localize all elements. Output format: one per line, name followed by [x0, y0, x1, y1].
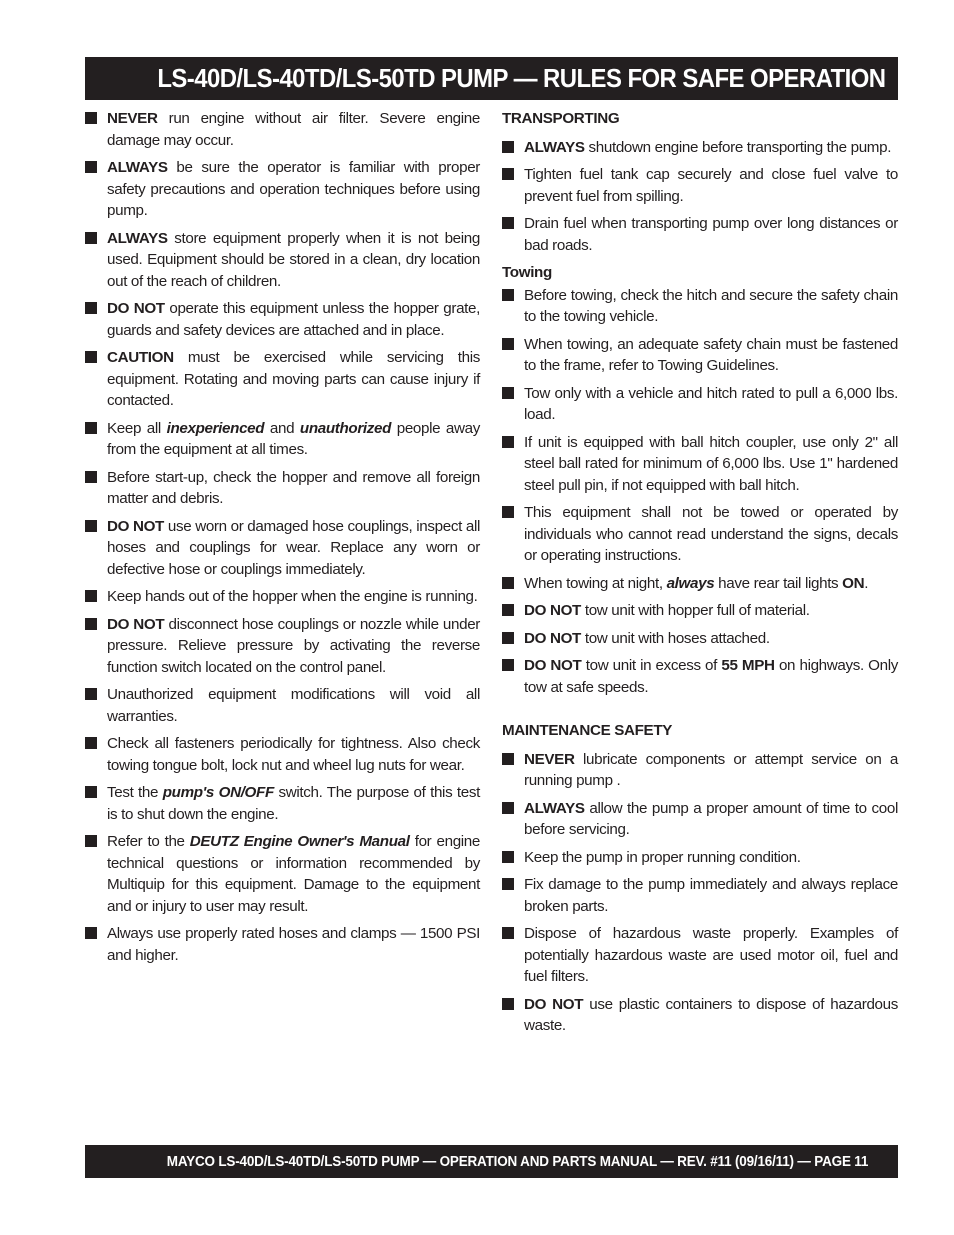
bullet-square-icon [502, 927, 514, 939]
item-text: operate this equipment unless the hopper grate, guards and safety devices are attached and in place. [107, 300, 480, 339]
item-text: Dispose of hazardous waste properly. Examples of potentially hazardous waste are used motor oil, fuel and fuel filters. [524, 925, 898, 985]
left-column [85, 108, 480, 972]
list-item [502, 923, 898, 988]
bullet-square-icon [502, 141, 514, 153]
list-item [85, 157, 480, 222]
item-text: Unauthorized equipment modifications will void all warranties. [107, 686, 480, 725]
item-text: Keep hands out of the hopper when the engine is running. [107, 588, 478, 605]
bullet-square-icon [502, 289, 514, 301]
item-text: tow unit with hopper full of material. [580, 602, 810, 619]
list-item [502, 573, 898, 595]
bullet-square-icon [85, 112, 97, 124]
list-item [502, 600, 898, 622]
bullet-square-icon [502, 802, 514, 814]
list-item [502, 847, 898, 869]
bullet-square-icon [502, 387, 514, 399]
section-heading-maintenance: MAINTENANCE SAFETY [502, 722, 673, 739]
list-item [85, 347, 480, 412]
item-text: on highways. Only tow at safe speeds. [524, 657, 899, 696]
list-item [502, 137, 898, 159]
item-text: switch. The purpose of this test is to shut down the engine. [107, 784, 480, 823]
bullet-square-icon [502, 338, 514, 350]
bullet-square-icon [85, 618, 97, 630]
bullet-square-icon [85, 520, 97, 532]
item-text: Keep the pump in proper running condition. [524, 848, 801, 866]
emphasis: always [666, 574, 715, 592]
emphasis: DO NOT [524, 602, 581, 619]
emphasis: inexperienced [166, 419, 265, 437]
item-text: allow the pump a proper amount of time to cool before servicing. [524, 799, 898, 838]
bullet-square-icon [502, 659, 514, 671]
item-text: store equipment properly when it is not being used. Equipment should be stored in a clean, dry location out of the reach of children. [107, 229, 480, 290]
emphasis: DO NOT [107, 300, 165, 317]
item-text: people away from the equipment at all times. [107, 419, 480, 458]
emphasis: NEVER [107, 110, 158, 127]
list-item [502, 628, 898, 650]
item-text: Drain fuel when transporting pump over long distances or bad roads. [524, 215, 898, 254]
emphasis: NEVER [524, 750, 575, 768]
item-text: Before towing, check the hitch and secure the safety chain to the towing vehicle. [524, 286, 898, 325]
bullet-square-icon [85, 688, 97, 700]
item-text: lubricate components or attempt service on a running pump . [524, 750, 898, 789]
footer-text: MAYCO LS-40D/LS-40TD/LS-50TD PUMP — OPERATION AND PARTS MANUAL — REV. #11 (09/16/11) — PAGE 11 [166, 1153, 868, 1170]
list-item [502, 655, 898, 698]
emphasis: DO NOT [524, 657, 582, 674]
list-item [85, 733, 480, 776]
emphasis: DEUTZ Engine Owner's Manual [189, 833, 410, 850]
list-item [85, 108, 480, 151]
bullet-square-icon [502, 851, 514, 863]
emphasis: ON [842, 574, 865, 592]
list-item [502, 432, 898, 497]
subheading-towing: Towing [502, 264, 552, 281]
item-text: tow unit in excess of [581, 657, 722, 674]
bullet-square-icon [85, 351, 97, 363]
emphasis: ALWAYS [107, 229, 168, 247]
page-footer [85, 1145, 898, 1178]
emphasis: DO NOT [107, 615, 165, 633]
page-title: LS-40D/LS-40TD/LS-50TD PUMP — RULES FOR SAFE OPERATION [157, 63, 886, 93]
right-column [502, 108, 898, 1043]
emphasis: pump's ON/OFF [162, 784, 274, 801]
item-text: must be exercised while servicing this equipment. Rotating and moving parts can cause injury if contacted. [107, 349, 480, 409]
item-text: Refer to the [107, 833, 190, 850]
emphasis: DO NOT [524, 995, 584, 1013]
bullet-square-icon [502, 604, 514, 616]
item-text: Test the [107, 784, 163, 801]
item-text: and [264, 419, 300, 437]
bullet-square-icon [502, 436, 514, 448]
bullet-square-icon [85, 737, 97, 749]
list-item [502, 749, 898, 792]
list-item [85, 831, 480, 917]
bullet-square-icon [85, 786, 97, 798]
item-text: Keep all [107, 419, 167, 437]
item-text: This equipment shall not be towed or operated by individuals who cannot read understand the signs, decals or operating instructions. [524, 504, 898, 564]
bullet-square-icon [85, 927, 97, 939]
emphasis: CAUTION [107, 349, 174, 366]
emphasis: DO NOT [524, 629, 581, 647]
emphasis: DO NOT [107, 517, 164, 535]
item-text: If unit is equipped with ball hitch coupler, use only 2" all steel ball rated for minimum of 6,000 lbs. Use 1" hardened steel pull pin, if not equipped with ball hitch. [524, 433, 898, 494]
list-item [85, 614, 480, 679]
list-item [85, 782, 480, 825]
item-text: disconnect hose couplings or nozzle while under pressure. Relieve pressure by activating the reverse function switch located on the control panel. [107, 615, 480, 676]
item-text: When towing at night, [524, 574, 667, 592]
item-text: for engine technical questions or information recommended by Multiquip for this equipment. Damage to the equipment and or injury to user may result. [107, 833, 481, 915]
section-heading-transporting: TRANSPORTING [502, 110, 620, 127]
bullet-square-icon [502, 168, 514, 180]
list-item [502, 383, 898, 426]
list-item [502, 285, 898, 328]
item-text: . [864, 574, 869, 592]
list-item [502, 502, 898, 567]
list-item [502, 213, 898, 256]
bullet-square-icon [502, 878, 514, 890]
item-text: Before start-up, check the hopper and remove all foreign matter and debris. [107, 468, 480, 507]
list-item [85, 516, 480, 581]
item-text: Always use properly rated hoses and clamps — 1500 PSI and higher. [107, 925, 480, 964]
item-text: have rear tail lights [714, 574, 843, 592]
list-item [85, 586, 480, 608]
bullet-square-icon [502, 753, 514, 765]
list-item [502, 874, 898, 917]
emphasis: ALWAYS [107, 159, 168, 176]
bullet-square-icon [85, 590, 97, 602]
emphasis: ALWAYS [524, 138, 585, 156]
bullet-square-icon [85, 302, 97, 314]
bullet-square-icon [85, 161, 97, 173]
bullet-square-icon [502, 998, 514, 1010]
emphasis: unauthorized [299, 419, 392, 437]
list-item [85, 228, 480, 293]
emphasis: 55 MPH [721, 657, 775, 674]
list-item [85, 418, 480, 461]
title-bar [85, 57, 898, 100]
bullet-square-icon [502, 217, 514, 229]
emphasis: ALWAYS [524, 799, 585, 817]
item-text: Fix damage to the pump immediately and always replace broken parts. [524, 876, 898, 915]
list-item [502, 334, 898, 377]
item-text: use plastic containers to dispose of hazardous waste. [524, 995, 898, 1034]
bullet-square-icon [502, 577, 514, 589]
item-text: be sure the operator is familiar with proper safety precautions and operation techniques before using pump. [107, 159, 480, 219]
item-text: Tow only with a vehicle and hitch rated to pull a 6,000 lbs. load. [524, 384, 898, 423]
list-item [85, 467, 480, 510]
bullet-square-icon [502, 506, 514, 518]
item-text: use worn or damaged hose couplings, inspect all hoses and couplings for wear. Replace any worn or defective hose or couplings immediately. [107, 517, 480, 578]
list-item [85, 298, 480, 341]
bullet-square-icon [85, 835, 97, 847]
list-item [502, 164, 898, 207]
item-text: shutdown engine before transporting the pump. [584, 138, 892, 156]
bullet-square-icon [85, 471, 97, 483]
list-item [502, 994, 898, 1037]
item-text: Tighten fuel tank cap securely and close fuel valve to prevent fuel from spilling. [524, 166, 898, 205]
list-item [85, 684, 480, 727]
list-item [502, 798, 898, 841]
item-text: run engine without air filter. Severe engine damage may occur. [107, 110, 480, 149]
item-text: tow unit with hoses attached. [580, 629, 770, 647]
bullet-square-icon [85, 422, 97, 434]
bullet-square-icon [502, 632, 514, 644]
bullet-square-icon [85, 232, 97, 244]
item-text: When towing, an adequate safety chain must be fastened to the frame, refer to Towing Guidelines. [524, 335, 898, 374]
list-item [85, 923, 480, 966]
item-text: Check all fasteners periodically for tightness. Also check towing tongue bolt, lock nut and wheel lug nuts for wear. [107, 735, 480, 774]
